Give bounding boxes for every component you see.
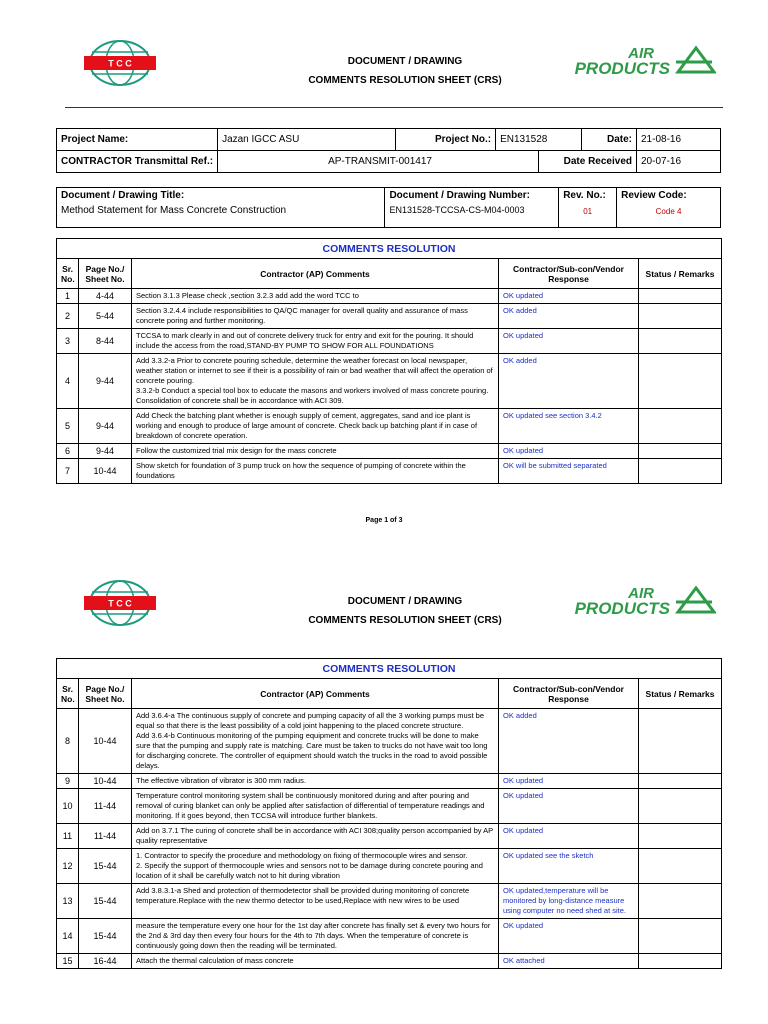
- col-sr-header: Sr. No.: [57, 259, 79, 289]
- row-comment-paragraph: Add Check the batching plant whether is enough supply of cement, aggregates, sand and ice plant is working and enough to produce of large amount of concrete. Check back up batching plant if in case of breakdown of concrete operation.: [136, 411, 478, 440]
- row-status: [639, 444, 722, 459]
- row-status: [639, 354, 722, 409]
- row-comment: [132, 329, 499, 354]
- row-status: [639, 709, 722, 774]
- row-response: OK updated: [499, 444, 639, 459]
- table-row: [57, 354, 722, 409]
- row-comment: [132, 459, 499, 484]
- row-comment: [132, 789, 499, 824]
- svg-text:AIR: AIR: [628, 585, 654, 602]
- header-title-line1: DOCUMENT / DRAWING: [347, 596, 463, 607]
- row-page: 4-44: [79, 289, 132, 304]
- row-comment: [132, 774, 499, 789]
- row-sr: 9: [57, 774, 79, 789]
- table-row: [57, 954, 722, 969]
- row-response: OK added: [499, 709, 639, 774]
- row-response: OK updated see section 3.4.2: [499, 409, 639, 444]
- row-comment: [132, 884, 499, 919]
- tcc-logo: [80, 40, 160, 86]
- row-sr: 5: [57, 409, 79, 444]
- comments-body-page2: [57, 709, 722, 969]
- row-sr: 6: [57, 444, 79, 459]
- row-response: OK updated: [499, 789, 639, 824]
- svg-text:T C C: T C C: [108, 58, 132, 69]
- row-sr: 15: [57, 954, 79, 969]
- air-products-logo: [566, 584, 716, 618]
- row-comment-paragraph: Show sketch for foundation of 3 pump truck on how the sequence of pumping of concrete within the foundations: [136, 461, 466, 480]
- project-name-label: Project Name:: [57, 129, 218, 151]
- col-sr-header: Sr. No.: [57, 679, 79, 709]
- row-status: [639, 954, 722, 969]
- table-row: [57, 709, 722, 774]
- row-comment-paragraph: TCCSA to mark clearly in and out of concrete delivery truck for entry and exit for the pouring. It should include the access from the road,STAND-BY PUMP TO SHOW FOR ALL FOUNDATIONS: [136, 331, 474, 350]
- row-page: 9-44: [79, 444, 132, 459]
- row-response: OK added: [499, 354, 639, 409]
- row-comment-paragraph: Section 3.2.4.4 include responsibilities to QA/QC manager for overall quality and assurance of mass concrete poring and further monitoring.: [136, 306, 468, 325]
- table-row: [57, 459, 722, 484]
- row-response: OK updated: [499, 824, 639, 849]
- tcc-logo: [80, 580, 160, 626]
- row-page: 8-44: [79, 329, 132, 354]
- table-row: [57, 444, 722, 459]
- sheet-header: [0, 0, 768, 100]
- row-comment-paragraph: Temperature control monitoring system shall be continuously monitored during and after pouring and removal of curing blanket can only be applied after satisfaction of differential of temperature readings and monitoring. If it goes beyond, then TCCSA will introduce further blankets.: [136, 791, 485, 820]
- row-status: [639, 289, 722, 304]
- row-comment-paragraph: Add 3.3.2-a Prior to concrete pouring schedule, determine the weather forecast on local newspaper, weather station or internet to see if their is a possibility of rain or bad weather that will affect the operation of concrete pouring.: [136, 356, 493, 385]
- row-sr: 7: [57, 459, 79, 484]
- sheet-page-2: [0, 560, 768, 1024]
- rev-value: 01: [583, 207, 593, 216]
- row-sr: 4: [57, 354, 79, 409]
- table-row: [57, 329, 722, 354]
- row-response: OK updated: [499, 774, 639, 789]
- row-sr: 10: [57, 789, 79, 824]
- row-sr: 2: [57, 304, 79, 329]
- project-name-value: Jazan IGCC ASU: [218, 129, 396, 151]
- row-status: [639, 304, 722, 329]
- row-response: OK updated,temperature will be monitored by long-distance measure using computer no need shed at site.: [499, 884, 639, 919]
- table-row: [57, 884, 722, 919]
- doc-number-label: Document / Drawing Number:: [389, 190, 531, 201]
- row-response: OK will be submitted separated: [499, 459, 639, 484]
- col-status-header: Status / Remarks: [639, 679, 722, 709]
- row-status: [639, 774, 722, 789]
- comments-body-page1: [57, 289, 722, 484]
- col-page-header: Page No./ Sheet No.: [79, 259, 132, 289]
- row-status: [639, 919, 722, 954]
- project-no-value: EN131528: [496, 129, 582, 151]
- row-status: [639, 409, 722, 444]
- row-response: OK updated: [499, 919, 639, 954]
- page-number: Page 1 of 3: [365, 517, 403, 524]
- row-sr: 11: [57, 824, 79, 849]
- row-response: OK updated see the sketch: [499, 849, 639, 884]
- row-comment-paragraph: 1. Contractor to specify the procedure and methodology on fixing of thermocouple wires and sensor.: [136, 851, 468, 860]
- col-status-header: Status / Remarks: [639, 259, 722, 289]
- row-comment: [132, 824, 499, 849]
- row-response: OK updated: [499, 289, 639, 304]
- comments-table-page1: [56, 238, 722, 484]
- row-status: [639, 849, 722, 884]
- rev-label: Rev. No.:: [563, 190, 606, 201]
- doc-number-value: EN131528-TCCSA-CS-M04-0003: [389, 205, 525, 215]
- row-comment-paragraph: 2. Specify the support of thermocouple wries and sensors not to be damage during concrete pouring and location of it shall be carefully watch not to hit during vibration: [136, 861, 483, 880]
- row-status: [639, 459, 722, 484]
- air-products-logo: [566, 44, 716, 78]
- review-code-label: Review Code:: [621, 190, 687, 201]
- header-title-line2: COMMENTS RESOLUTION SHEET (CRS): [308, 75, 502, 86]
- row-sr: 13: [57, 884, 79, 919]
- row-comment: [132, 709, 499, 774]
- row-comment: [132, 289, 499, 304]
- row-page: 9-44: [79, 354, 132, 409]
- row-status: [639, 329, 722, 354]
- row-page: 16-44: [79, 954, 132, 969]
- doc-title-value: Method Statement for Mass Concrete Construction: [61, 205, 287, 216]
- table-row: [57, 774, 722, 789]
- row-status: [639, 884, 722, 919]
- row-status: [639, 789, 722, 824]
- transmittal-ref-label: CONTRACTOR Transmittal Ref.:: [57, 151, 218, 173]
- comments-resolution-title: COMMENTS RESOLUTION: [57, 239, 722, 259]
- row-sr: 3: [57, 329, 79, 354]
- row-page: 9-44: [79, 409, 132, 444]
- svg-text:PRODUCTS: PRODUCTS: [574, 59, 670, 78]
- row-page: 15-44: [79, 849, 132, 884]
- project-no-label: Project No.:: [396, 129, 496, 151]
- row-page: 15-44: [79, 884, 132, 919]
- row-comment-paragraph: measure the temperature every one hour for the 1st day after concrete has finally set & every two hours for the 2nd & 3rd day then every four hours for the 4th to 7th days. When the temperature of concrete is continuously going down then the reading will be terminated.: [136, 921, 491, 950]
- date-received-value: 20-07-16: [637, 151, 721, 173]
- col-page-header: Page No./ Sheet No.: [79, 679, 132, 709]
- sheet-header-2: [0, 540, 768, 640]
- row-comment: [132, 304, 499, 329]
- row-comment-paragraph: Follow the customized trial mix design for the mass concrete: [136, 446, 337, 455]
- row-page: 15-44: [79, 919, 132, 954]
- row-sr: 14: [57, 919, 79, 954]
- row-comment: [132, 409, 499, 444]
- row-comment-paragraph: 3.3.2-b Conduct a special tool box to educate the masons and workers involved of mass concrete pouring. Consolidation of concrete shall be in accordance with ACI 309.: [136, 386, 489, 405]
- date-label: Date:: [582, 129, 637, 151]
- row-sr: 8: [57, 709, 79, 774]
- row-sr: 12: [57, 849, 79, 884]
- row-comment: [132, 919, 499, 954]
- svg-text:AIR: AIR: [628, 45, 654, 62]
- row-page: 5-44: [79, 304, 132, 329]
- transmittal-ref-value: AP-TRANSMIT-001417: [218, 151, 539, 173]
- row-sr: 1: [57, 289, 79, 304]
- table-row: [57, 824, 722, 849]
- col-response-header: Contractor/Sub-con/Vendor Response: [499, 259, 639, 289]
- row-comment-paragraph: Add 3.6.4-a The continuous supply of concrete and pumping capacity of all the 3 working pumps must be equal so that there is the least possibility of a cold joint happening to the placed concrete structure.: [136, 711, 484, 730]
- row-comment-paragraph: The effective vibration of vibrator is 300 mm radius.: [136, 776, 306, 785]
- table-row: [57, 849, 722, 884]
- header-divider: [65, 107, 723, 108]
- row-comment: [132, 354, 499, 409]
- row-response: OK added: [499, 304, 639, 329]
- col-comments-header: Contractor (AP) Comments: [132, 679, 499, 709]
- table-row: [57, 919, 722, 954]
- row-comment: [132, 444, 499, 459]
- date-value: 21-08-16: [637, 129, 721, 151]
- row-status: [639, 824, 722, 849]
- col-response-header: Contractor/Sub-con/Vendor Response: [499, 679, 639, 709]
- row-comment-paragraph: Section 3.1.3 Please check ,section 3.2.3 add add the word TCC to: [136, 291, 359, 300]
- table-row: [57, 289, 722, 304]
- row-comment-paragraph: Add 3.6.4-b Continuous monitoring of the pumping equipment and concrete trucks will be done to make sure that the pumping and supply rate is matching. Care must be taken to trucks do not have wait too long for discharging concrete. The controller of equipment should watch the trucks in the road to avoid possible delays.: [136, 731, 488, 770]
- row-page: 10-44: [79, 709, 132, 774]
- comments-resolution-title: COMMENTS RESOLUTION: [57, 659, 722, 679]
- table-row: [57, 789, 722, 824]
- row-comment-paragraph: Attach the thermal calculation of mass concrete: [136, 956, 294, 965]
- row-comment: [132, 954, 499, 969]
- row-page: 10-44: [79, 459, 132, 484]
- doc-title-label: Document / Drawing Title:: [61, 190, 185, 201]
- row-comment-paragraph: Add 3.8.3.1-a Shed and protection of thermodetector shall be provided during monitoring of concrete temperature.Replace with the new thermo detector to be used,Replace with new wires to be used: [136, 886, 470, 905]
- table-row: [57, 304, 722, 329]
- svg-text:PRODUCTS: PRODUCTS: [574, 599, 670, 618]
- comments-table-page2: [56, 658, 722, 969]
- header-title-line2: COMMENTS RESOLUTION SHEET (CRS): [308, 615, 502, 626]
- review-code-value: Code 4: [655, 207, 682, 216]
- document-info-table: [56, 187, 721, 228]
- row-comment: [132, 849, 499, 884]
- table-row: [57, 409, 722, 444]
- col-comments-header: Contractor (AP) Comments: [132, 259, 499, 289]
- svg-text:T C C: T C C: [108, 598, 132, 609]
- row-response: OK updated: [499, 329, 639, 354]
- date-received-label: Date Received: [539, 151, 637, 173]
- row-page: 10-44: [79, 774, 132, 789]
- row-page: 11-44: [79, 824, 132, 849]
- row-response: OK attached: [499, 954, 639, 969]
- row-page: 11-44: [79, 789, 132, 824]
- header-title-line1: DOCUMENT / DRAWING: [347, 56, 463, 67]
- project-info-table: [56, 128, 721, 173]
- row-comment-paragraph: Add on 3.7.1 The curing of concrete shall be in accordance with ACI 308;quality person accompanied by AP quality representative: [136, 826, 494, 845]
